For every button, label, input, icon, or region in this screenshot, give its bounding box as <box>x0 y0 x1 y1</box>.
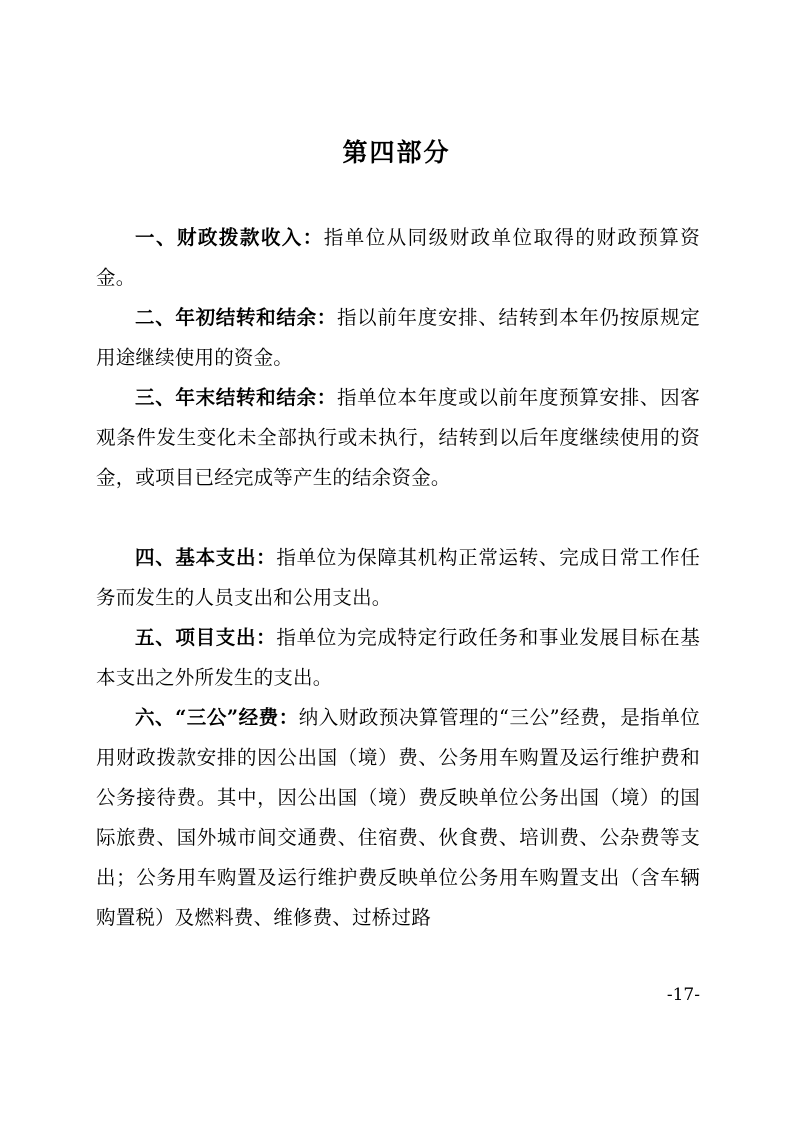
paragraph-3-text: 指单位本年度或以前年度预算安排、因客观条件发生变化未全部执行或未执行，结转到以后年度继续使用的资金，或项目已经完成等产生的结余资金。 <box>96 386 700 489</box>
paragraph-5-lead: 五、项目支出： <box>135 626 277 649</box>
paragraph-5-text: 指单位为完成特定行政任务和事业发展目标在基本支出之外所发生的支出。 <box>96 626 700 689</box>
paragraph-6-lead: 六、“三公”经费： <box>135 706 299 729</box>
paragraph-2 <box>96 298 700 378</box>
paragraph-5 <box>96 618 700 698</box>
paragraph-4-text: 指单位为保障其机构正常运转、完成日常工作任务而发生的人员支出和公用支出。 <box>96 546 700 609</box>
paragraph-6-text: 纳入财政预决算管理的“三公”经费，是指单位用财政拨款安排的因公出国（境）费、公务用车购置及运行维护费和公务接待费。其中，因公出国（境）费反映单位公务出国（境）的国际旅费、国外城市间交通费、住宿费、伙食费、培训费、公杂费等支出；公务用车购置及运行维护费反映单位公务用车购置支出（含车辆购置税）及燃料费、维修费、过桥过路 <box>96 706 701 929</box>
paragraph-3-lead: 三、年末结转和结余： <box>135 386 337 409</box>
paragraph-1-text: 指单位从同级财政单位取得的财政预算资金。 <box>96 226 700 289</box>
document-body <box>96 218 700 938</box>
page-title: 第四部分 <box>342 138 451 167</box>
page-number: -17- <box>666 985 700 1005</box>
paragraph-2-text: 指以前年度安排、结转到本年仍按原规定用途继续使用的资金。 <box>96 306 700 369</box>
paragraph-4 <box>96 538 700 618</box>
paragraph-6 <box>96 698 700 938</box>
paragraph-2-lead: 二、年初结转和结余： <box>135 306 337 329</box>
paragraph-1 <box>96 218 700 298</box>
paragraph-3 <box>96 378 700 498</box>
paragraph-4-lead: 四、基本支出： <box>135 546 277 569</box>
paragraph-1-lead: 一、财政拨款收入： <box>135 226 324 249</box>
